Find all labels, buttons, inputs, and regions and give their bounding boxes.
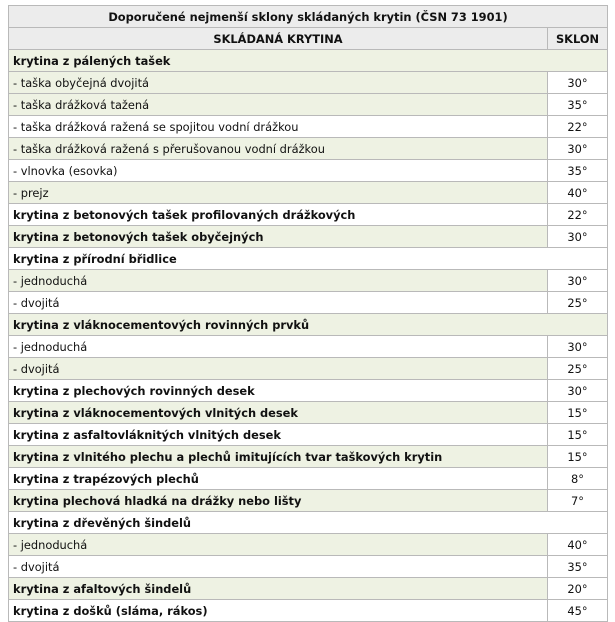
table-row: [9, 358, 608, 380]
slope-cell: 22°: [548, 116, 608, 138]
table-row: [9, 578, 608, 600]
slope-cell: 20°: [548, 578, 608, 600]
table-row: [9, 424, 608, 446]
table-row: [9, 270, 608, 292]
table-row: [9, 446, 608, 468]
table-row: [9, 556, 608, 578]
slope-cell: 40°: [548, 182, 608, 204]
roof-type-cell: - jednoduchá: [9, 534, 548, 556]
roof-type-cell: krytina z vláknocementových vlnitých desek: [9, 402, 548, 424]
roof-type-cell: - prejz: [9, 182, 548, 204]
roof-type-cell: krytina z betonových tašek profilovaných drážkových: [9, 204, 548, 226]
roof-type-cell: krytina plechová hladká na drážky nebo lišty: [9, 490, 548, 512]
slope-cell: 22°: [548, 204, 608, 226]
slope-cell: 25°: [548, 358, 608, 380]
table-row: [9, 468, 608, 490]
slope-cell: 30°: [548, 226, 608, 248]
roof-type-cell: - dvojitá: [9, 556, 548, 578]
roof-type-cell: - taška drážková ražená s přerušovanou vodní drážkou: [9, 138, 548, 160]
table-row: [9, 72, 608, 94]
slope-cell: 35°: [548, 556, 608, 578]
slope-cell: 35°: [548, 94, 608, 116]
roof-type-cell: - jednoduchá: [9, 336, 548, 358]
table-caption: Doporučené nejmenší sklony skládaných krytin (ČSN 73 1901): [9, 6, 608, 28]
roof-type-cell: - taška drážková ražená se spojitou vodní drážkou: [9, 116, 548, 138]
roof-type-cell: krytina z afaltových šindelů: [9, 578, 548, 600]
roof-type-cell: krytina z plechových rovinných desek: [9, 380, 548, 402]
header-row: [9, 28, 608, 50]
roof-type-cell: krytina z asfaltovláknitých vlnitých desek: [9, 424, 548, 446]
slope-cell: 15°: [548, 424, 608, 446]
slope-cell: 45°: [548, 600, 608, 622]
table-row: [9, 182, 608, 204]
roof-type-cell: krytina z vlnitého plechu a plechů imitujících tvar taškových krytin: [9, 446, 548, 468]
table-row: [9, 138, 608, 160]
slope-cell: 15°: [548, 446, 608, 468]
roof-type-cell: - jednoduchá: [9, 270, 548, 292]
column-header-roof: SKLÁDANÁ KRYTINA: [9, 28, 548, 50]
roof-type-cell: krytina z trapézových plechů: [9, 468, 548, 490]
table-row: [9, 600, 608, 622]
slope-cell: 35°: [548, 160, 608, 182]
table-row: [9, 336, 608, 358]
table-row: [9, 50, 608, 72]
slope-cell: 8°: [548, 468, 608, 490]
slope-cell: 30°: [548, 270, 608, 292]
roof-type-cell: krytina z vláknocementových rovinných prvků: [9, 314, 608, 336]
column-header-slope: SKLON: [548, 28, 608, 50]
slope-cell: 25°: [548, 292, 608, 314]
roof-type-cell: - vlnovka (esovka): [9, 160, 548, 182]
table-row: [9, 380, 608, 402]
table-row: [9, 116, 608, 138]
table-row: [9, 512, 608, 534]
slope-cell: 30°: [548, 336, 608, 358]
table-row: [9, 160, 608, 182]
roof-type-cell: krytina z přírodní břidlice: [9, 248, 608, 270]
roof-type-cell: - taška drážková tažená: [9, 94, 548, 116]
table-row: [9, 226, 608, 248]
roof-type-cell: - dvojitá: [9, 358, 548, 380]
roof-type-cell: krytina z dřevěných šindelů: [9, 512, 608, 534]
slope-cell: 15°: [548, 402, 608, 424]
table-row: [9, 402, 608, 424]
table-body: [9, 50, 608, 622]
roof-type-cell: - dvojitá: [9, 292, 548, 314]
caption-row: [9, 6, 608, 28]
table-row: [9, 534, 608, 556]
table-row: [9, 314, 608, 336]
slope-cell: 30°: [548, 380, 608, 402]
slope-cell: 40°: [548, 534, 608, 556]
slopes-table: [8, 5, 608, 622]
roof-type-cell: krytina z betonových tašek obyčejných: [9, 226, 548, 248]
slope-cell: 30°: [548, 72, 608, 94]
table-row: [9, 292, 608, 314]
roof-type-cell: - taška obyčejná dvojitá: [9, 72, 548, 94]
slope-cell: 7°: [548, 490, 608, 512]
roof-type-cell: krytina z pálených tašek: [9, 50, 608, 72]
table-row: [9, 490, 608, 512]
roof-type-cell: krytina z došků (sláma, rákos): [9, 600, 548, 622]
table-row: [9, 248, 608, 270]
table-row: [9, 94, 608, 116]
table-row: [9, 204, 608, 226]
slope-cell: 30°: [548, 138, 608, 160]
